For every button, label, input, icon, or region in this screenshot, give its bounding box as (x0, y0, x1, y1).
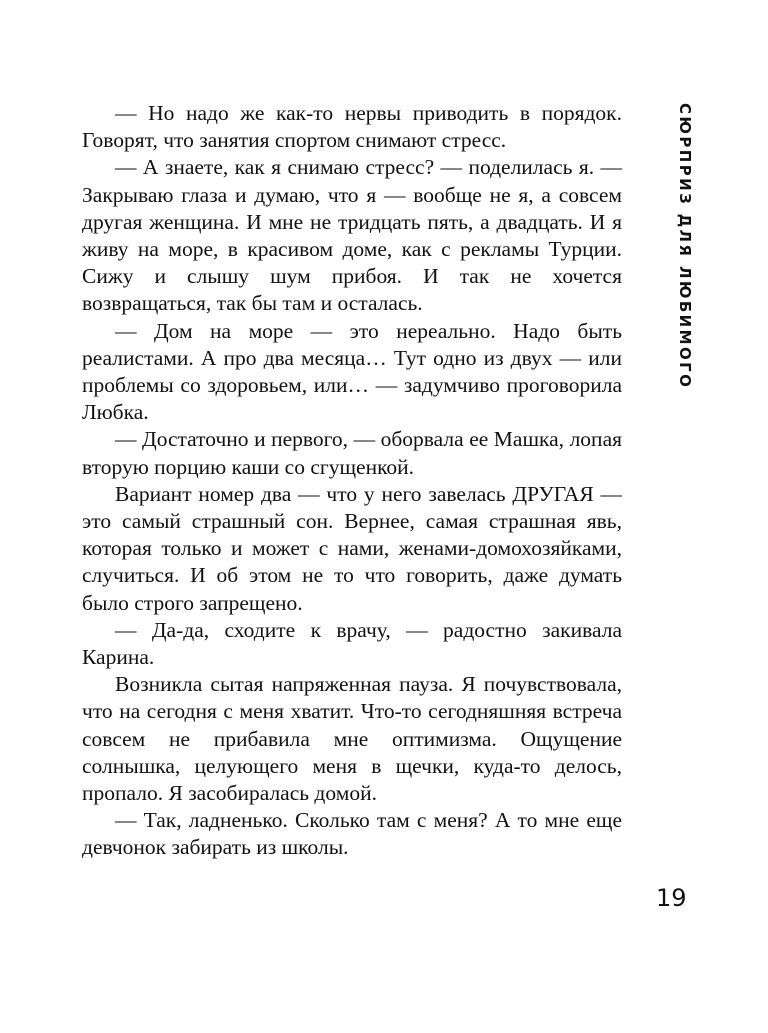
paragraph: — Так, ладненько. Сколько там с меня? А то мне еще девчонок забирать из школы. (82, 808, 622, 860)
paragraph: — Да-да, сходите к врачу, — радостно закивала Карина. (82, 617, 622, 670)
paragraph: — А знаете, как я снимаю стресс? — поделилась я. — Закрываю глаза и думаю, что я — вообще не я, а совсем другая женщина. И мне не тридцать пять, а двадцать. И я живу на море, в красивом доме, как с рекламы Турции. Сижу и слышу шум прибоя. И так не хочется возвращаться, так бы там и осталась. (82, 155, 622, 316)
paragraph: — Достаточно и первого, — оборвала ее Машка, лопая вторую порцию каши со сгущенкой. (82, 427, 622, 479)
page-number: 19 (656, 884, 687, 912)
paragraph: — Дом на море — это нереально. Надо быть реалистами. А про два месяца… Тут одно из двух — или проблемы со здоровьем, или… — задумчиво проговорила Любка. (82, 318, 622, 425)
paragraph: — Но надо же как-то нервы приводить в порядок. Говорят, что занятия спортом снимают стресс. (82, 101, 622, 153)
paragraph: Возникла сытая напряженная пауза. Я почувствовала, что на сегодня с меня хватит. Что-то сегодняшняя встреча совсем не прибавила мне оптимизма. Ощущение солнышка, целующего меня в щечки, куда-то делось, пропало. Я засобиралась домой. (82, 672, 622, 806)
running-head: СЮРПРИЗ ДЛЯ ЛЮБИМОГО (676, 103, 694, 390)
paragraph: Вариант номер два — что у него завелась ДРУГАЯ — это самый страшный сон. Вернее, самая страшная явь, которая только и может с нами, женами-домохозяйками, случиться. И об этом не то что говорить, даже думать было строго запрещено. (82, 481, 622, 615)
body-text (82, 100, 622, 862)
